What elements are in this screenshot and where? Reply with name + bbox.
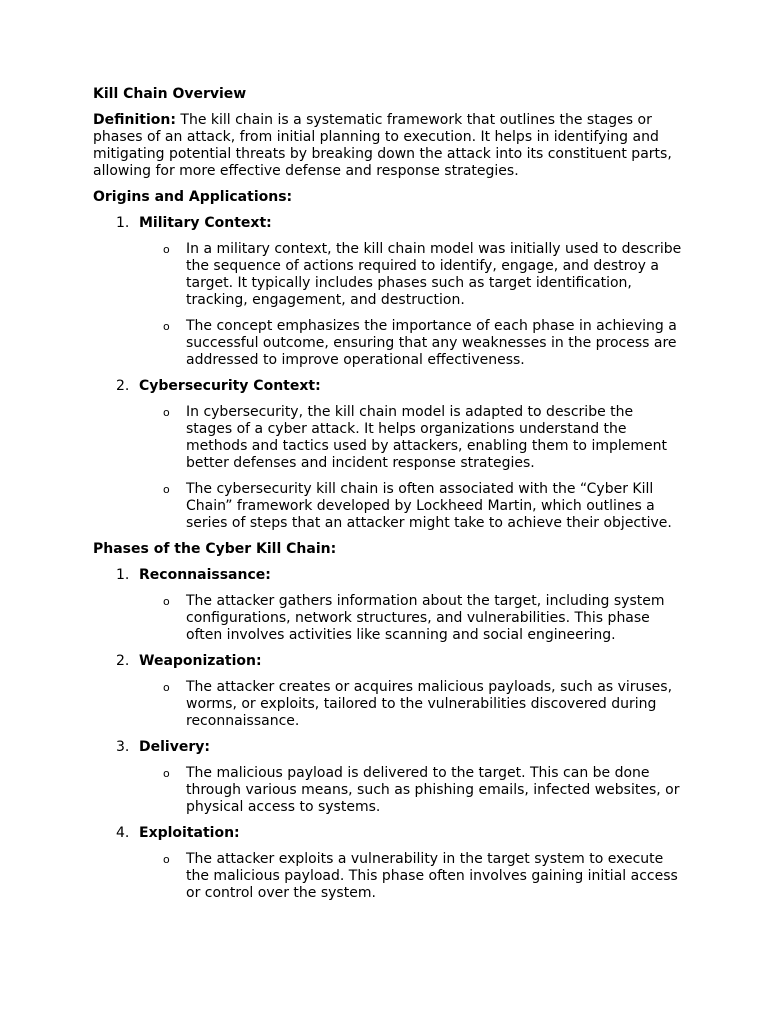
bullet-marker: o	[163, 595, 170, 608]
bullet-item	[93, 481, 683, 532]
item-number: 4.	[116, 825, 130, 841]
bullet-marker: o	[163, 406, 170, 419]
document-content	[93, 86, 683, 911]
origins-item	[93, 378, 683, 395]
origins-item	[93, 215, 683, 232]
phase-item	[93, 653, 683, 670]
item-label: Reconnaissance:	[139, 567, 271, 583]
bullet-text: The concept emphasizes the importance of each phase in achieving a successful outcome, ensuring that any weaknesses in the process are addressed to improve operational effectiveness.	[186, 318, 677, 368]
bullet-text: The malicious payload is delivered to the target. This can be done through various means, such as phishing emails, infected websites, or physical access to systems.	[186, 765, 680, 815]
item-label: Cybersecurity Context:	[139, 378, 321, 394]
bullet-marker: o	[163, 681, 170, 694]
bullet-text: The attacker gathers information about the target, including system configurations, network structures, and vulnerabilities. This phase often involves activities like scanning and social engineering.	[186, 593, 665, 643]
item-number: 3.	[116, 739, 130, 755]
bullet-marker: o	[163, 483, 170, 496]
bullet-text: The attacker exploits a vulnerability in the target system to execute the malicious payload. This phase often involves gaining initial access or control over the system.	[186, 851, 678, 901]
item-label: Weaponization:	[139, 653, 262, 669]
bullet-marker: o	[163, 320, 170, 333]
phase-item	[93, 567, 683, 584]
bullet-marker: o	[163, 243, 170, 256]
bullet-item	[93, 241, 683, 309]
item-number: 1.	[116, 215, 130, 231]
bullet-marker: o	[163, 767, 170, 780]
bullet-item	[93, 318, 683, 369]
item-number: 1.	[116, 567, 130, 583]
bullet-item	[93, 593, 683, 644]
bullet-text: The attacker creates or acquires malicious payloads, such as viruses, worms, or exploits, tailored to the vulnerabilities discovered during reconnaissance.	[186, 679, 673, 729]
bullet-item	[93, 404, 683, 472]
definition-paragraph	[93, 112, 683, 180]
bullet-text: The cybersecurity kill chain is often associated with the “Cyber Kill Chain” framework developed by Lockheed Martin, which outlines a series of steps that an attacker might take to achieve their objective.	[186, 481, 672, 531]
phase-item	[93, 739, 683, 756]
item-label: Military Context:	[139, 215, 272, 231]
origins-heading: Origins and Applications:	[93, 189, 293, 205]
phase-item	[93, 825, 683, 842]
bullet-item	[93, 765, 683, 816]
item-label: Delivery:	[139, 739, 210, 755]
item-label: Exploitation:	[139, 825, 240, 841]
item-number: 2.	[116, 653, 130, 669]
document-title: Kill Chain Overview	[93, 86, 247, 102]
bullet-marker: o	[163, 853, 170, 866]
bullet-text: In a military context, the kill chain model was initially used to describe the sequence of actions required to identify, engage, and destroy a target. It typically includes phases such as target identification, tracking, engagement, and destruction.	[186, 241, 682, 308]
phases-heading: Phases of the Cyber Kill Chain:	[93, 541, 337, 557]
definition-text: The kill chain is a systematic framework that outlines the stages or phases of an attack, from initial planning to execution. It helps in identifying and mitigating potential threats by breaking down the attack into its constituent parts, allowing for more effective defense and response strategies.	[93, 112, 672, 179]
bullet-text: In cybersecurity, the kill chain model is adapted to describe the stages of a cyber attack. It helps organizations understand the methods and tactics used by attackers, enabling them to implement better defenses and incident response strategies.	[186, 404, 667, 471]
definition-label: Definition:	[93, 112, 176, 128]
item-number: 2.	[116, 378, 130, 394]
bullet-item	[93, 851, 683, 902]
bullet-item	[93, 679, 683, 730]
